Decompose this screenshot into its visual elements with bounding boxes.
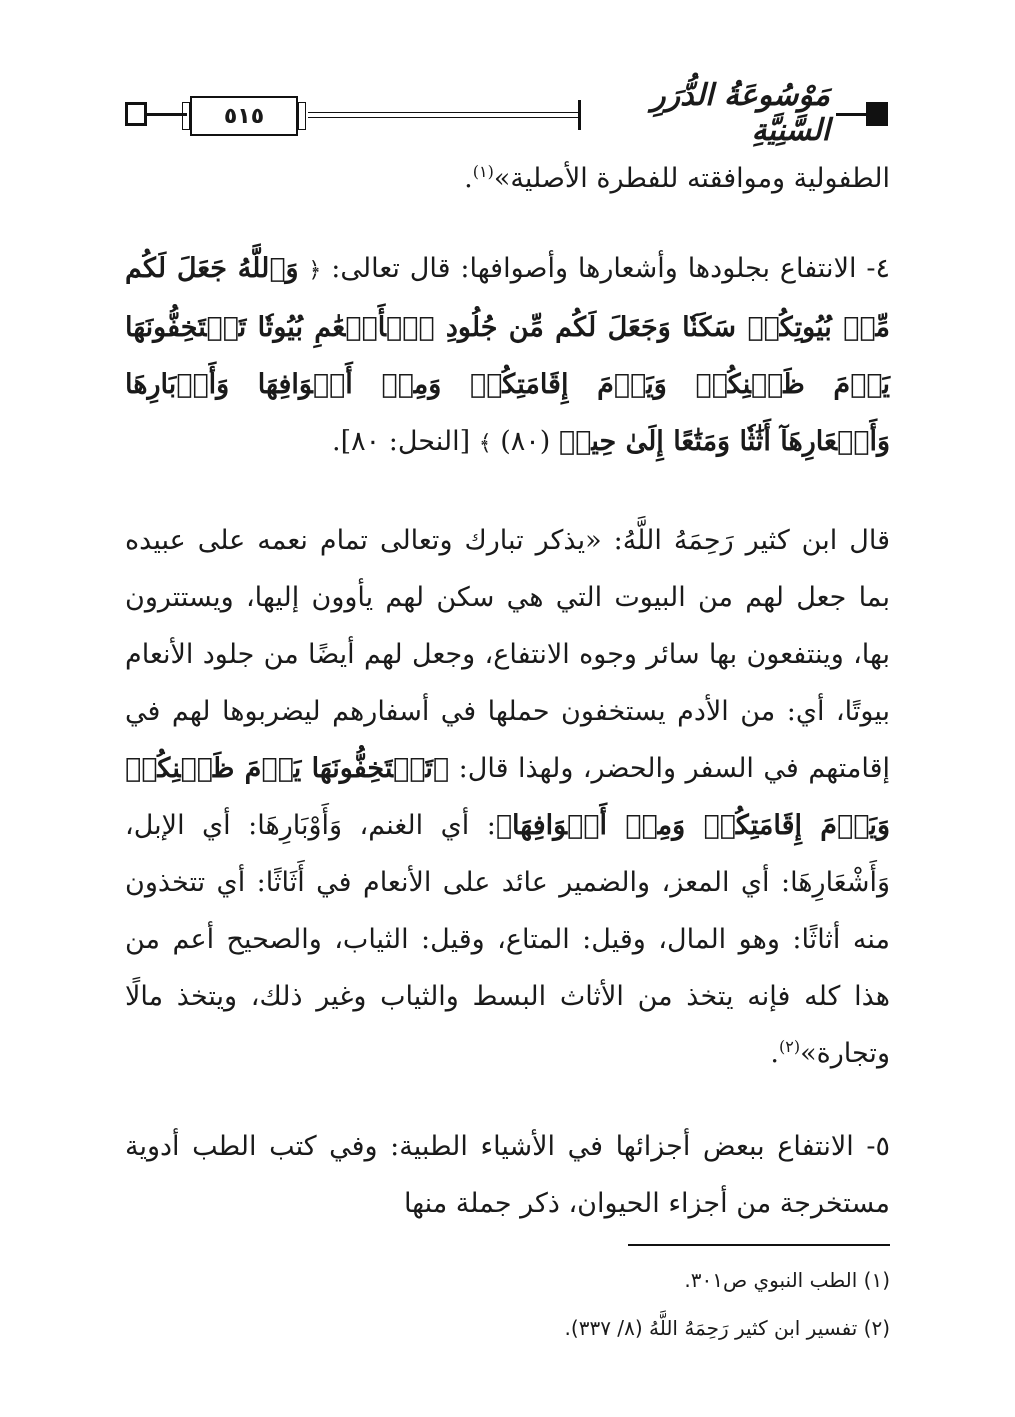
continuation-line <box>125 150 890 207</box>
item-5-text: ٥- الانتفاع ببعض أجزائها في الأشياء الطبية: وفي كتب الطب أدوية مستخرجة من أجزاء الحيوان، ذكر جملة منها <box>125 1131 890 1219</box>
header-square-left-ornament <box>125 102 147 126</box>
verse-open-bracket: ﴿ <box>308 258 322 283</box>
header-square-right-ornament <box>866 102 888 126</box>
footnote-separator <box>628 1244 890 1246</box>
page-number: ٥١٥ <box>190 96 298 136</box>
header-left-bar <box>147 113 187 116</box>
footnotes <box>125 1256 890 1352</box>
footnote-ref-1[interactable]: (١) <box>472 162 494 181</box>
footnote-2: (٢) تفسير ابن كثير رَحِمَهُ اللَّهُ (٨/ ٣٣٧). <box>564 1316 890 1340</box>
header-tick <box>578 100 581 130</box>
item-4-heading: ٤- الانتفاع بجلودها وأشعارها وأصوافها: قال تعالى: <box>331 253 891 284</box>
item-5-paragraph <box>125 1118 890 1232</box>
ibn-kathir-quoted-verse: ﴿تَسۡتَخِفُّونَهَا يَوۡمَ ظَعۡنِكُمۡ وَيَوۡمَ إِقَامَتِكُمۡ وَمِنۡ أَصۡوَافِهَا﴾ <box>125 753 890 841</box>
page-header <box>120 78 895 148</box>
ibn-kathir-end: . <box>770 1038 779 1069</box>
item-4-paragraph <box>125 240 890 472</box>
quran-verse-nahl-80: وَٱللَّهُ جَعَلَ لَكُم مِّنۢ بُيُوتِكُمۡ سَكَنٗا وَجَعَلَ لَكُم مِّن جُلُودِ ٱلۡأَنۡعَٰمِ بُيُوتٗا تَسۡتَخِفُّونَهَا يَوۡمَ ظَعۡنِكُمۡ وَيَوۡمَ إِقَامَتِكُمۡ وَمِنۡ أَصۡوَافِهَا وَأَوۡبَارِهَا وَأَشۡعَارِهَآ أَثَٰثٗا وَمَتَٰعًا إِلَىٰ حِينٖ <box>125 253 890 457</box>
footnote-ref-2[interactable]: (٢) <box>778 1037 801 1056</box>
header-rule-top <box>308 112 578 113</box>
verse-close-bracket: ﴾ <box>478 431 492 456</box>
header-rule-bottom <box>308 117 578 118</box>
ibn-kathir-text: قال ابن كثير رَحِمَهُ اللَّهُ: «يذكر تبارك وتعالى تمام نعمه على عبيده بما جعل لهم من البيوت التي هي سكن لهم يأوون إليها، ويستترون بها، وينتفعون بها سائر وجوه الانتفاع، وجعل لهم أيضًا من جلود الأنعام بيوتًا، أي: من الأدم يستخفون حملها في أسفارهم ليضربوها لهم في إقامتهم في السفر والحضر، ولهذا قال: <box>125 525 890 784</box>
continuation-text: الطفولية وموافقته للفطرة الأصلية» <box>493 163 890 194</box>
verse-reference: [النحل: ٨٠]. <box>332 426 471 457</box>
book-title: مَوْسُوعَةُ الدُّرَرِ السَّنِيَّةِ <box>651 78 830 148</box>
ibn-kathir-text-continued: : أي الغنم، وَأَوْبَارِهَا: أي الإبل، وَأَشْعَارِهَا: أي المعز، والضمير عائد على الأنعام في أَثَاثًا: أي تتخذون منه أثاثًا: وهو المال، وقيل: المتاع، وقيل: الثياب، والصحيح أعم من هذا كله فإنه يتخذ من الأثاث البسط والثياب وغير ذلك، ويتخذ مالًا وتجارة» <box>125 810 890 1069</box>
footnote-1: (١) الطب النبوي ص٣٠١. <box>684 1268 890 1292</box>
ibn-kathir-paragraph <box>125 512 890 1082</box>
continuation-end: . <box>464 163 473 194</box>
header-right-bar <box>836 113 866 116</box>
verse-number: (٨٠) <box>500 426 551 457</box>
